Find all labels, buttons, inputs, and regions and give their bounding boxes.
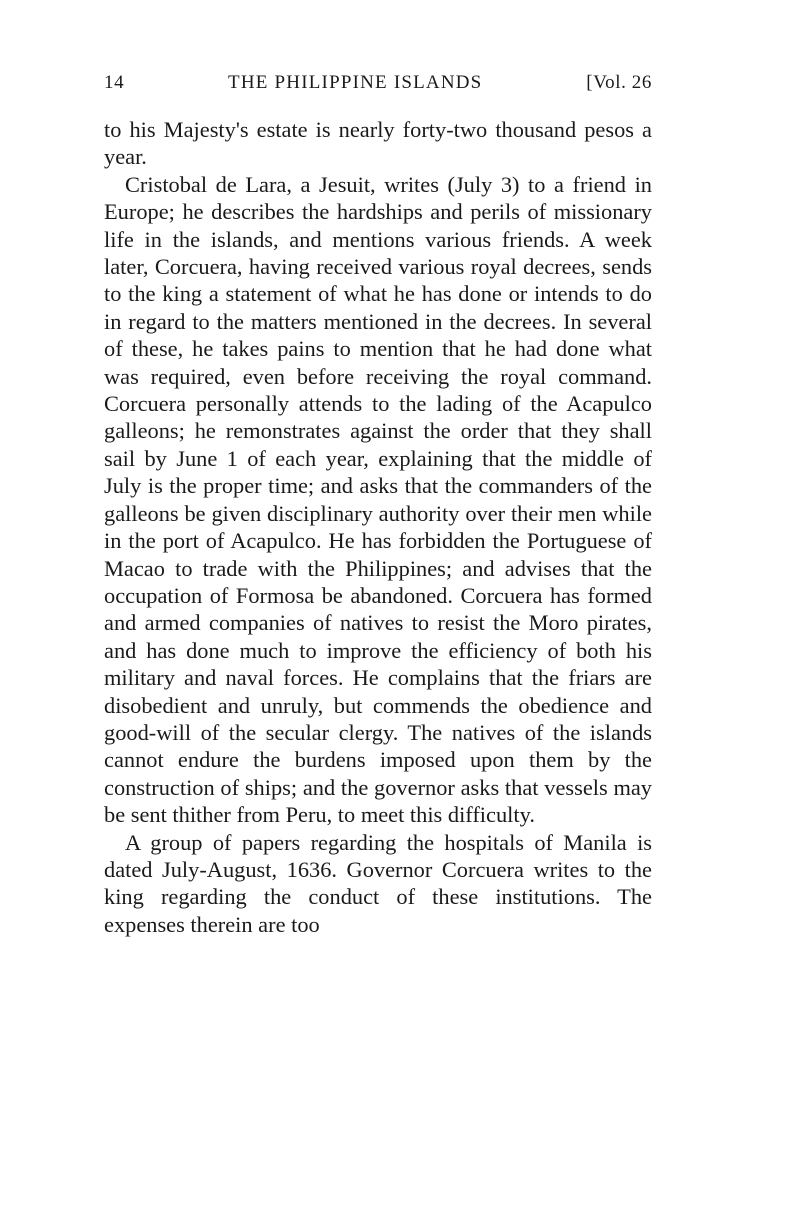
page-number: 14 [104, 72, 125, 93]
running-title: THE PHILIPPINE ISLANDS [228, 72, 483, 93]
body-text [104, 116, 652, 938]
volume-label: [Vol. 26 [586, 72, 652, 93]
book-page [104, 72, 652, 938]
paragraph-lara-corcuera: Cristobal de Lara, a Jesuit, writes (July 3) to a friend in Europe; he describes the hardships and perils of missionary life in the islands, and mentions various friends. A week later, Corcuera, having received various royal decrees, sends to the king a statement of what he has done or intends to do in regard to the matters mentioned in the decrees. In several of these, he takes pains to mention that he had done what was required, even before receiving the royal command. Corcuera personally attends to the lading of the Acapulco galleons; he remonstrates against the order that they shall sail by June 1 of each year, explaining that the middle of July is the proper time; and asks that the commanders of the galleons be given disciplinary authority over their men while in the port of Acapulco. He has forbidden the Portuguese of Macao to trade with the Philippines; and advises that the occupation of Formosa be abandoned. Corcuera has formed and armed companies of natives to resist the Moro pirates, and has done much to improve the efficiency of both his military and naval forces. He complains that the friars are disobedient and unruly, but commends the obedience and good-will of the secular clergy. The natives of the islands cannot endure the burdens imposed upon them by the construction of ships; and the governor asks that vessels may be sent thither from Peru, to meet this difficulty. [104, 171, 652, 828]
paragraph-hospitals: A group of papers regarding the hospitals of Manila is dated July-August, 1636. Governor Corcuera writes to the king regarding the conduct of these institutions. The expenses therein are too [104, 829, 652, 937]
paragraph-continued: to his Majesty's estate is nearly forty-two thousand pesos a year. [104, 117, 652, 170]
running-head [104, 72, 652, 94]
